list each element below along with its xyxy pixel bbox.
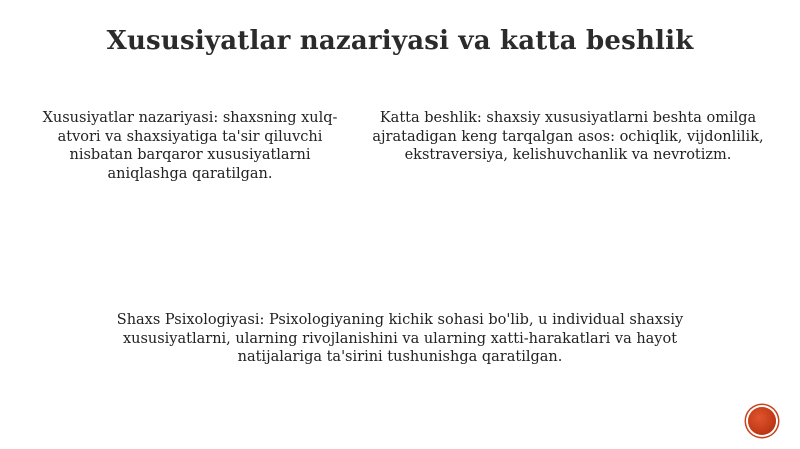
circle-nav-button-icon[interactable] <box>748 407 776 435</box>
personality-psychology-text: Shaxs Psixologiyasi: Psixologiyaning kichik sohasi bo'lib, u individual shaxsiy xususiyatlarni, ularning rivojlanishini va ularning xatti-harakatlari va hayot natijalariga ta'sirini tushunishga qaratilgan. <box>116 312 684 365</box>
slide-title: Xususiyatlar nazariyasi va katta beshlik <box>106 26 694 56</box>
trait-theory-text: Xususiyatlar nazariyasi: shaxsning xulq-atvori va shaxsiyatiga ta'sir qiluvchi nisbatan barqaror xususiyatlarni aniqlashga qaratilgan. <box>42 110 338 182</box>
big-five-text: Katta beshlik: shaxsiy xususiyatlarni beshta omilga ajratadigan keng tarqalgan asos: ochiqlik, vijdonlilik, ekstraversiya, kelishuvchanlik va nevrotizm. <box>372 110 764 163</box>
